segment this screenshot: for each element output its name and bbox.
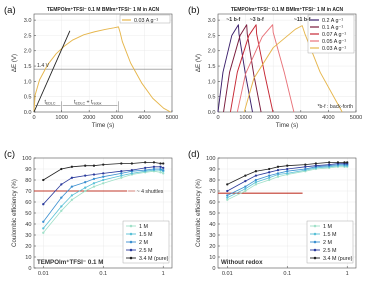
data-point <box>120 170 122 172</box>
data-point <box>93 182 95 184</box>
y-axis-label: ΔE (V) <box>195 53 202 73</box>
annotation-back-forth: *b-f : back-forth <box>317 104 353 110</box>
legend-marker <box>130 233 133 236</box>
data-point <box>304 166 306 168</box>
legend-label: 1.5 M <box>139 232 153 238</box>
legend-label: 2.5 M <box>323 248 337 254</box>
legend-marker <box>130 241 133 244</box>
data-point <box>315 165 317 167</box>
data-point <box>277 176 279 178</box>
data-point <box>153 161 155 163</box>
data-point <box>153 166 155 168</box>
y-tick-label: 1.0 <box>23 79 32 86</box>
y-tick-label: 70 <box>25 188 32 195</box>
y-tick-label: 3.0 <box>23 18 32 25</box>
legend-label: 0.07 A g⁻¹ <box>322 31 347 38</box>
y-tick-label: 30 <box>209 232 216 239</box>
inner-label: Without redox <box>221 259 263 266</box>
data-point <box>102 176 104 178</box>
x-axis-label: Time (s) <box>91 122 115 129</box>
data-point <box>60 196 62 198</box>
legend-label: 0.05 A g⁻¹ <box>322 38 347 45</box>
data-point <box>244 185 246 187</box>
x-tick-label: 1000 <box>55 115 68 121</box>
annotation-1-bf: ~1 b-f <box>226 17 241 23</box>
annotation-t-edlc: $t_{EDLC}$ <box>44 99 56 106</box>
x-tick-label: 0.1 <box>283 271 292 277</box>
y-tick-label: 20 <box>209 243 216 250</box>
data-point <box>42 227 44 229</box>
legend-marker <box>314 249 317 252</box>
data-point <box>84 190 86 192</box>
series-line <box>34 27 171 112</box>
panel-a-discharge-curve <box>4 5 178 129</box>
legend-marker <box>314 241 317 244</box>
x-tick-label: 2000 <box>82 115 96 121</box>
data-point <box>255 174 257 176</box>
legend-label: 3.4 M (pure) <box>323 256 353 262</box>
y-tick-label: 0.5 <box>207 94 216 101</box>
x-tick-label: 0 <box>32 115 36 121</box>
y-tick-label: 90 <box>209 166 216 173</box>
data-point <box>84 187 86 189</box>
y-tick-label: 70 <box>209 188 216 195</box>
x-tick-label: 5000 <box>165 115 179 121</box>
panel-title: TEMPOlm⁺TFSI⁻ 0.1 M BMIm⁺TFSI⁻ 1 M in ACN <box>230 7 344 13</box>
data-point <box>84 181 86 183</box>
x-tick-label: 0.01 <box>37 271 49 277</box>
data-point <box>60 183 62 185</box>
data-point <box>226 196 228 198</box>
data-point <box>159 171 161 173</box>
data-point <box>120 174 122 176</box>
x-tick-label: 1000 <box>239 115 252 121</box>
data-point <box>93 185 95 187</box>
data-point <box>93 178 95 180</box>
legend-label: 1.5 M <box>323 232 337 238</box>
legend-marker <box>314 257 317 260</box>
panel-label: (a) <box>4 5 16 16</box>
legend-label: 2 M <box>139 240 148 246</box>
data-point <box>162 162 164 164</box>
y-tick-label: 40 <box>209 221 216 228</box>
data-point <box>153 168 155 170</box>
data-point <box>42 203 44 205</box>
data-point <box>159 162 161 164</box>
data-point <box>120 177 122 179</box>
y-tick-label: 0 <box>212 265 216 272</box>
data-point <box>120 162 122 164</box>
data-point <box>144 161 146 163</box>
legend-label: 2.5 M <box>139 248 153 254</box>
data-point <box>268 171 270 173</box>
data-point <box>244 190 246 192</box>
y-tick-label: 50 <box>209 210 216 217</box>
data-point <box>60 168 62 170</box>
data-point <box>268 177 270 179</box>
inner-label: TEMPOlm⁺TFSI⁻ 0.1 M <box>37 259 104 266</box>
data-point <box>71 194 73 196</box>
data-point <box>343 161 345 163</box>
series-line <box>224 25 262 112</box>
y-tick-label: 20 <box>25 243 32 250</box>
x-tick-label: 3000 <box>110 115 124 121</box>
data-point <box>255 183 257 185</box>
data-point <box>93 173 95 175</box>
data-point <box>255 181 257 183</box>
annotation-3-bf: ~3 b-f <box>249 17 264 23</box>
data-point <box>71 166 73 168</box>
panel-label: (c) <box>4 149 16 160</box>
data-point <box>42 221 44 223</box>
x-tick-label: 0.01 <box>221 271 233 277</box>
data-point <box>346 161 348 163</box>
data-point <box>286 165 288 167</box>
y-axis-label: Coulombic efficiency (%) <box>11 179 18 247</box>
y-axis-label: Coulombic efficiency (%) <box>195 179 202 247</box>
y-tick-label: 0.0 <box>23 109 32 116</box>
legend-marker <box>314 225 317 228</box>
y-tick-label: 100 <box>22 155 32 162</box>
y-tick-label: 2.5 <box>23 33 32 40</box>
y-tick-label: 40 <box>25 221 32 228</box>
data-point <box>162 167 164 169</box>
y-tick-label: 2.5 <box>207 33 216 40</box>
series-line <box>218 25 253 112</box>
annotation-1-4v: 1.4 V <box>37 63 50 70</box>
x-tick-label: 5000 <box>349 115 363 121</box>
data-point <box>102 172 104 174</box>
series-line <box>34 31 70 112</box>
data-point <box>328 163 330 165</box>
x-tick-label: 4000 <box>138 115 151 121</box>
x-tick-label: 1 <box>345 271 349 277</box>
data-point <box>226 190 228 192</box>
y-tick-label: 0.5 <box>23 94 32 101</box>
data-point <box>159 168 161 170</box>
x-tick-label: 3000 <box>294 115 308 121</box>
data-point <box>255 179 257 181</box>
y-tick-label: 1.5 <box>23 63 32 70</box>
data-point <box>42 179 44 181</box>
data-point <box>286 168 288 170</box>
data-point <box>162 172 164 174</box>
y-tick-label: 30 <box>25 232 32 239</box>
y-tick-label: 60 <box>25 199 32 206</box>
panel-d-coulombic-efficiency-without-redox <box>188 149 356 277</box>
y-tick-label: 3.0 <box>207 18 216 25</box>
panel-label: (b) <box>188 5 200 16</box>
annotation-t-edlc-redox: $t_{EDLC} + t_{redox}$ <box>74 99 102 106</box>
data-point <box>255 170 257 172</box>
series-line <box>230 25 273 112</box>
x-tick-label: 1 <box>161 271 165 277</box>
legend-label: 0.2 A g⁻¹ <box>322 17 344 24</box>
legend-label: 3.4 M (pure) <box>139 256 169 262</box>
y-tick-label: 10 <box>209 254 216 261</box>
data-point <box>286 172 288 174</box>
x-tick-label: 0 <box>216 115 220 121</box>
data-point <box>244 174 246 176</box>
y-axis-label: ΔE (V) <box>11 53 18 73</box>
annotation-11-bf: ~11 b-f <box>293 17 311 23</box>
data-point <box>268 168 270 170</box>
y-tick-label: 100 <box>206 155 216 162</box>
annotation-shuttles: ~ 4 shuttles <box>136 189 164 195</box>
data-point <box>131 172 133 174</box>
data-point <box>60 210 62 212</box>
data-point <box>277 166 279 168</box>
legend-label: 0.03 A g⁻¹ <box>134 17 159 24</box>
x-tick-label: 0.1 <box>99 271 108 277</box>
y-tick-label: 80 <box>25 177 32 184</box>
legend-label: 1 M <box>323 224 332 230</box>
data-point <box>226 194 228 196</box>
y-tick-label: 0.0 <box>207 109 216 116</box>
data-point <box>131 162 133 164</box>
data-point <box>120 172 122 174</box>
data-point <box>93 165 95 167</box>
plot-frame <box>34 14 172 112</box>
data-point <box>315 162 317 164</box>
legend-label: 2 M <box>323 240 332 246</box>
data-point <box>277 172 279 174</box>
y-tick-label: 1.5 <box>207 63 216 70</box>
y-tick-label: 2.0 <box>23 48 32 55</box>
data-point <box>268 174 270 176</box>
panel-title: TEMPOlm⁺TFSI⁻ 0.1 M BMIm⁺TFSI⁻ 1 M in ACN <box>46 7 160 13</box>
data-point <box>226 199 228 201</box>
legend-marker <box>130 225 133 228</box>
legend-marker <box>314 233 317 236</box>
data-point <box>131 169 133 171</box>
data-point <box>84 165 86 167</box>
y-tick-label: 1.0 <box>207 79 216 86</box>
panel-b-rate-curves <box>188 5 362 129</box>
data-point <box>268 179 270 181</box>
data-point <box>71 177 73 179</box>
data-point <box>60 205 62 207</box>
legend-label: 0.03 A g⁻¹ <box>322 45 347 52</box>
data-point <box>244 188 246 190</box>
y-tick-label: 2.0 <box>207 48 216 55</box>
y-tick-label: 60 <box>209 199 216 206</box>
data-point <box>102 163 104 165</box>
legend-marker <box>130 249 133 252</box>
data-point <box>42 232 44 234</box>
data-point <box>304 163 306 165</box>
y-tick-label: 0 <box>28 265 32 272</box>
x-tick-label: 4000 <box>322 115 335 121</box>
data-point <box>71 199 73 201</box>
data-point <box>102 182 104 184</box>
data-point <box>328 161 330 163</box>
y-tick-label: 50 <box>25 210 32 217</box>
data-point <box>337 161 339 163</box>
data-point <box>71 185 73 187</box>
data-point <box>84 174 86 176</box>
data-point <box>226 183 228 185</box>
legend-label: 1 M <box>139 224 148 230</box>
legend-marker <box>130 257 133 260</box>
panel-label: (d) <box>188 149 200 160</box>
data-point <box>159 166 161 168</box>
y-tick-label: 10 <box>25 254 32 261</box>
y-tick-label: 90 <box>25 166 32 173</box>
panel-c-coulombic-efficiency-tempo <box>4 149 172 277</box>
y-tick-label: 80 <box>209 177 216 184</box>
data-point <box>144 169 146 171</box>
x-tick-label: 2000 <box>266 115 280 121</box>
x-axis-label: Time (s) <box>275 122 299 129</box>
data-point <box>144 167 146 169</box>
data-point <box>102 179 104 181</box>
data-point <box>244 180 246 182</box>
data-point <box>162 169 164 171</box>
data-point <box>277 169 279 171</box>
data-point <box>304 168 306 170</box>
data-point <box>286 170 288 172</box>
legend-label: 0.1 A g⁻¹ <box>322 24 344 31</box>
